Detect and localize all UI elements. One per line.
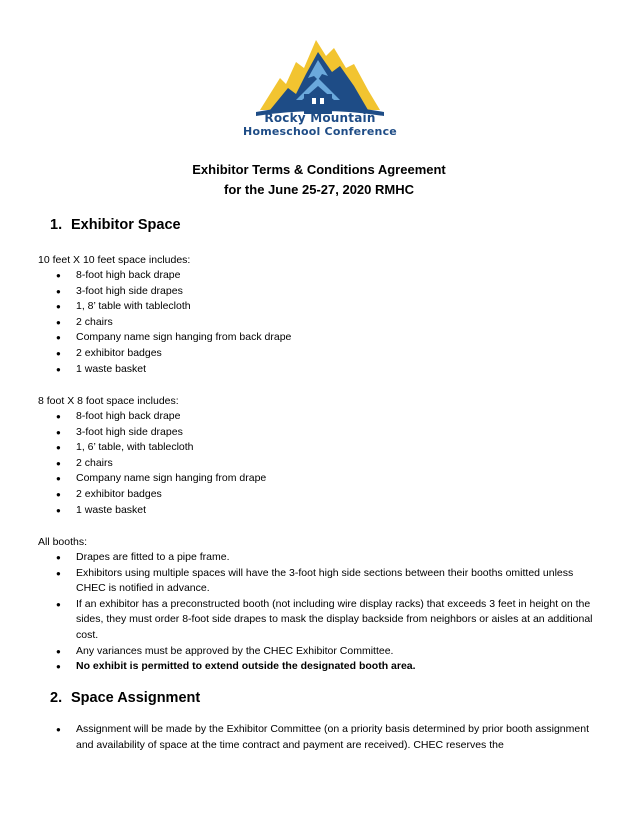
list-item: ● Exhibitors using multiple spaces will have the 3-foot high side sections between their booths omitted unless CHEC is notified in advance. bbox=[0, 566, 596, 597]
list-item: ● No exhibit is permitted to extend outside the designated booth area. bbox=[0, 659, 596, 675]
section-2-number: 2. bbox=[50, 690, 63, 706]
document-title: Exhibitor Terms & Conditions Agreement bbox=[192, 162, 446, 177]
list-item: ● 3-foot high side drapes bbox=[0, 284, 596, 300]
list-item: ● 1, 6’ table, with tablecloth bbox=[0, 440, 596, 456]
list-item: ● If an exhibitor has a preconstructed booth (not including wire display racks) that exceeds 3 feet in height on the sides, they must order 8-foot side drapes to mask the display backside from neighbors or aisles at an additional cost. bbox=[0, 597, 596, 644]
list-item: ● 2 exhibitor badges bbox=[0, 487, 596, 503]
logo-house-window bbox=[312, 98, 316, 104]
list-item: ● 8-foot high back drape bbox=[0, 268, 596, 284]
logo-line-1: Rocky Mountain bbox=[264, 111, 376, 125]
section-1-number: 1. bbox=[50, 217, 63, 233]
document-subtitle: for the June 25-27, 2020 RMHC bbox=[223, 182, 414, 197]
list-item: ● Assignment will be made by the Exhibitor Committee (on a priority basis determined by prior booth assignment and availability of space at the time contract and payment are received). CHEC reserves the bbox=[0, 722, 596, 753]
logo-text bbox=[234, 112, 406, 138]
list-item: ● 1 waste basket bbox=[0, 503, 596, 519]
list-item: ● 8-foot high back drape bbox=[0, 409, 596, 425]
section-1-heading bbox=[50, 215, 181, 235]
logo-house-window bbox=[320, 98, 324, 104]
space-assignment-list bbox=[0, 722, 638, 753]
logo-line-2: Homeschool Conference bbox=[243, 125, 397, 138]
list-item: ● Company name sign hanging from drape bbox=[0, 471, 596, 487]
section-2-heading bbox=[50, 688, 200, 708]
ten-by-ten-list bbox=[0, 268, 638, 377]
list-item: ● Any variances must be approved by the CHEC Exhibitor Committee. bbox=[0, 644, 596, 660]
list-item: ● 2 chairs bbox=[0, 456, 596, 472]
list-item: ● Company name sign hanging from back drape bbox=[0, 330, 596, 346]
eight-by-eight-intro: 8 foot X 8 foot space includes: bbox=[38, 395, 179, 407]
eight-by-eight-list bbox=[0, 409, 638, 518]
list-item: ● Drapes are fitted to a pipe frame. bbox=[0, 550, 596, 566]
list-item: ● 2 chairs bbox=[0, 315, 596, 331]
all-booths-list bbox=[0, 550, 638, 675]
ten-by-ten-intro: 10 feet X 10 feet space includes: bbox=[38, 254, 191, 266]
all-booths-intro: All booths: bbox=[38, 536, 88, 548]
list-item: ● 1, 8’ table with tablecloth bbox=[0, 299, 596, 315]
section-2-title: Space Assignment bbox=[71, 690, 201, 706]
list-item: ● 3-foot high side drapes bbox=[0, 425, 596, 441]
section-1-title: Exhibitor Space bbox=[71, 217, 181, 233]
list-item: ● 2 exhibitor badges bbox=[0, 346, 596, 362]
list-item: ● 1 waste basket bbox=[0, 362, 596, 378]
